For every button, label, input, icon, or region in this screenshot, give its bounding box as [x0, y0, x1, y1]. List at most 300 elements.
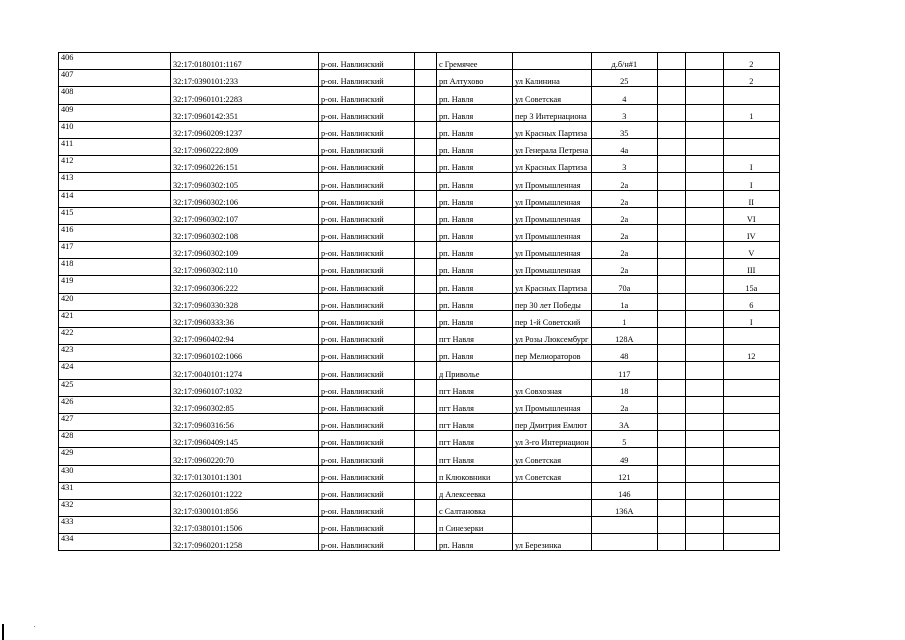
row-number-cell: 432 [59, 499, 171, 516]
street-cell: ул Промышленная [513, 396, 592, 413]
cadastral-number-cell: 32:17:0960330:328 [171, 293, 319, 310]
empty-cell [415, 431, 437, 448]
locality-cell: рп. Навля [437, 345, 513, 362]
empty-cell [415, 517, 437, 534]
street-cell: ул Промышленная [513, 207, 592, 224]
empty-cell [657, 87, 685, 104]
empty-cell [657, 396, 685, 413]
empty-cell [415, 482, 437, 499]
district-cell: р-он. Навлинский [319, 53, 415, 70]
table-row [59, 242, 780, 259]
empty-cell [657, 362, 685, 379]
cadastral-number-cell: 32:17:0960306:222 [171, 276, 319, 293]
locality-cell: п Синезерки [437, 517, 513, 534]
empty-cell [685, 156, 723, 173]
empty-cell [415, 413, 437, 430]
empty-cell [657, 431, 685, 448]
empty-cell [657, 328, 685, 345]
empty-cell [685, 482, 723, 499]
district-cell: р-он. Навлинский [319, 104, 415, 121]
cadastral-number-cell: 32:17:0960316:56 [171, 413, 319, 430]
district-cell: р-он. Навлинский [319, 345, 415, 362]
house-number-cell: 136А [591, 499, 657, 516]
street-cell: пер Мелиораторов [513, 345, 592, 362]
street-cell [513, 499, 592, 516]
house-number-cell: 70а [591, 276, 657, 293]
cadastral-number-cell: 32:17:0260101:1222 [171, 482, 319, 499]
cadastral-number-cell: 32:17:0960302:105 [171, 173, 319, 190]
empty-cell [657, 310, 685, 327]
cadastral-number-cell: 32:17:0390101:233 [171, 70, 319, 87]
empty-cell [657, 121, 685, 138]
table-row [59, 224, 780, 241]
empty-cell [657, 53, 685, 70]
district-cell: р-он. Навлинский [319, 431, 415, 448]
street-cell: пер 1-й Советский [513, 310, 592, 327]
district-cell: р-он. Навлинский [319, 190, 415, 207]
street-cell: ул 3-го Интернацион [513, 431, 592, 448]
district-cell: р-он. Навлинский [319, 121, 415, 138]
empty-cell [415, 534, 437, 551]
house-number-cell: 1 [591, 310, 657, 327]
row-number-cell: 407 [59, 70, 171, 87]
empty-cell [415, 276, 437, 293]
house-number-cell: 25 [591, 70, 657, 87]
street-cell: ул Красных Партиза [513, 276, 592, 293]
house-number-cell: 4 [591, 87, 657, 104]
empty-cell [685, 173, 723, 190]
district-cell: р-он. Навлинский [319, 379, 415, 396]
table-row [59, 138, 780, 155]
cadastral-number-cell: 32:17:0960302:108 [171, 224, 319, 241]
cadastral-number-cell: 32:17:0180101:1167 [171, 53, 319, 70]
empty-cell [415, 190, 437, 207]
empty-cell [685, 499, 723, 516]
district-cell: р-он. Навлинский [319, 173, 415, 190]
locality-cell: д Приволье [437, 362, 513, 379]
row-number-cell: 412 [59, 156, 171, 173]
building-cell [723, 138, 779, 155]
street-cell: ул Промышленная [513, 242, 592, 259]
empty-cell [685, 431, 723, 448]
row-number-cell: 433 [59, 517, 171, 534]
empty-cell [685, 328, 723, 345]
row-number-cell: 429 [59, 448, 171, 465]
district-cell: р-он. Навлинский [319, 207, 415, 224]
row-number-cell: 417 [59, 242, 171, 259]
table-row [59, 482, 780, 499]
district-cell: р-он. Навлинский [319, 310, 415, 327]
building-cell [723, 534, 779, 551]
building-cell [723, 482, 779, 499]
cadastral-number-cell: 32:17:0960201:1258 [171, 534, 319, 551]
empty-cell [685, 465, 723, 482]
locality-cell: рп. Навля [437, 104, 513, 121]
table-row [59, 156, 780, 173]
locality-cell: пгт Навля [437, 448, 513, 465]
building-cell: VI [723, 207, 779, 224]
district-cell: р-он. Навлинский [319, 224, 415, 241]
table-row [59, 362, 780, 379]
house-number-cell [591, 517, 657, 534]
locality-cell: рп. Навля [437, 242, 513, 259]
empty-cell [415, 293, 437, 310]
empty-cell [657, 70, 685, 87]
cadastral-number-cell: 32:17:0960302:107 [171, 207, 319, 224]
row-number-cell: 422 [59, 328, 171, 345]
street-cell: ул Красных Партиза [513, 121, 592, 138]
locality-cell: рп. Навля [437, 156, 513, 173]
street-cell: ул Генерала Петрена [513, 138, 592, 155]
locality-cell: рп. Навля [437, 121, 513, 138]
building-cell [723, 517, 779, 534]
empty-cell [657, 293, 685, 310]
row-number-cell: 413 [59, 173, 171, 190]
locality-cell: п Клюковники [437, 465, 513, 482]
locality-cell: с Гремячее [437, 53, 513, 70]
table-row [59, 207, 780, 224]
street-cell [513, 53, 592, 70]
house-number-cell: 117 [591, 362, 657, 379]
district-cell: р-он. Навлинский [319, 448, 415, 465]
building-cell: V [723, 242, 779, 259]
street-cell: ул Промышленная [513, 190, 592, 207]
empty-cell [685, 259, 723, 276]
table-row [59, 87, 780, 104]
district-cell: р-он. Навлинский [319, 465, 415, 482]
locality-cell: д Алексеевка [437, 482, 513, 499]
row-number-cell: 409 [59, 104, 171, 121]
empty-cell [657, 104, 685, 121]
table-row [59, 465, 780, 482]
cadastral-number-cell: 32:17:0960222:809 [171, 138, 319, 155]
house-number-cell: д.б/н#1 [591, 53, 657, 70]
empty-cell [415, 328, 437, 345]
building-cell [723, 413, 779, 430]
cadastral-number-cell: 32:17:0960302:106 [171, 190, 319, 207]
table-body [59, 53, 780, 551]
locality-cell: рп. Навля [437, 138, 513, 155]
empty-cell [685, 53, 723, 70]
empty-cell [415, 242, 437, 259]
empty-cell [415, 396, 437, 413]
house-number-cell: 2а [591, 259, 657, 276]
row-number-cell: 408 [59, 87, 171, 104]
empty-cell [685, 70, 723, 87]
building-cell [723, 465, 779, 482]
row-number-cell: 414 [59, 190, 171, 207]
table-row [59, 259, 780, 276]
street-cell: пер 3 Интернациона [513, 104, 592, 121]
house-number-cell: 2а [591, 207, 657, 224]
empty-cell [415, 362, 437, 379]
cadastral-number-cell: 32:17:0300101:856 [171, 499, 319, 516]
house-number-cell: 3А [591, 413, 657, 430]
district-cell: р-он. Навлинский [319, 328, 415, 345]
empty-cell [415, 138, 437, 155]
district-cell: р-он. Навлинский [319, 362, 415, 379]
empty-cell [415, 53, 437, 70]
empty-cell [415, 499, 437, 516]
empty-cell [657, 190, 685, 207]
locality-cell: рп. Навля [437, 534, 513, 551]
locality-cell: рп. Навля [437, 259, 513, 276]
table-row [59, 499, 780, 516]
empty-cell [415, 70, 437, 87]
house-number-cell: 2а [591, 224, 657, 241]
district-cell: р-он. Навлинский [319, 87, 415, 104]
house-number-cell: 121 [591, 465, 657, 482]
building-cell: III [723, 259, 779, 276]
street-cell: ул Совхозная [513, 379, 592, 396]
table-row [59, 104, 780, 121]
house-number-cell: 4а [591, 138, 657, 155]
cadastral-number-cell: 32:17:0960302:110 [171, 259, 319, 276]
street-cell: ул Калинина [513, 70, 592, 87]
empty-cell [415, 259, 437, 276]
row-number-cell: 427 [59, 413, 171, 430]
empty-cell [657, 379, 685, 396]
street-cell: ул Промышленная [513, 173, 592, 190]
cadastral-number-cell: 32:17:0130101:1301 [171, 465, 319, 482]
cadastral-number-cell: 32:17:0960102:1066 [171, 345, 319, 362]
district-cell: р-он. Навлинский [319, 156, 415, 173]
street-cell: пер Дмитрия Емлют [513, 413, 592, 430]
building-cell [723, 396, 779, 413]
cadastral-number-cell: 32:17:0960220:70 [171, 448, 319, 465]
street-cell: ул Розы Люксембург [513, 328, 592, 345]
street-cell: ул Советская [513, 448, 592, 465]
empty-cell [657, 499, 685, 516]
row-number-cell: 410 [59, 121, 171, 138]
scan-speck [34, 626, 35, 627]
house-number-cell: 18 [591, 379, 657, 396]
building-cell [723, 379, 779, 396]
table-row [59, 310, 780, 327]
locality-cell: рп. Навля [437, 310, 513, 327]
district-cell: р-он. Навлинский [319, 259, 415, 276]
table-row [59, 379, 780, 396]
row-number-cell: 425 [59, 379, 171, 396]
empty-cell [657, 259, 685, 276]
empty-cell [685, 362, 723, 379]
locality-cell: с Салтановка [437, 499, 513, 516]
empty-cell [685, 345, 723, 362]
building-cell: I [723, 156, 779, 173]
house-number-cell: 3 [591, 156, 657, 173]
empty-cell [415, 224, 437, 241]
district-cell: р-он. Навлинский [319, 413, 415, 430]
row-number-cell: 426 [59, 396, 171, 413]
empty-cell [685, 379, 723, 396]
empty-cell [657, 465, 685, 482]
cadastral-number-cell: 32:17:0960107:1032 [171, 379, 319, 396]
district-cell: р-он. Навлинский [319, 293, 415, 310]
empty-cell [685, 276, 723, 293]
row-number-cell: 424 [59, 362, 171, 379]
table-row [59, 413, 780, 430]
empty-cell [685, 517, 723, 534]
empty-cell [685, 104, 723, 121]
empty-cell [415, 448, 437, 465]
locality-cell: пгт Навля [437, 379, 513, 396]
address-register-table [58, 52, 780, 551]
district-cell: р-он. Навлинский [319, 482, 415, 499]
locality-cell: рп. Навля [437, 173, 513, 190]
table-row [59, 293, 780, 310]
empty-cell [685, 224, 723, 241]
row-number-cell: 420 [59, 293, 171, 310]
cadastral-number-cell: 32:17:0960302:85 [171, 396, 319, 413]
building-cell [723, 121, 779, 138]
empty-cell [415, 121, 437, 138]
empty-cell [415, 345, 437, 362]
empty-cell [657, 413, 685, 430]
house-number-cell: 2а [591, 242, 657, 259]
empty-cell [415, 173, 437, 190]
table-row [59, 53, 780, 70]
empty-cell [685, 121, 723, 138]
empty-cell [685, 87, 723, 104]
empty-cell [657, 173, 685, 190]
row-number-cell: 430 [59, 465, 171, 482]
locality-cell: пгт Навля [437, 328, 513, 345]
district-cell: р-он. Навлинский [319, 499, 415, 516]
district-cell: р-он. Навлинский [319, 70, 415, 87]
house-number-cell [591, 534, 657, 551]
row-number-cell: 406 [59, 53, 171, 70]
empty-cell [415, 207, 437, 224]
cadastral-number-cell: 32:17:0960409:145 [171, 431, 319, 448]
row-number-cell: 421 [59, 310, 171, 327]
house-number-cell: 2а [591, 173, 657, 190]
street-cell: ул Промышленная [513, 259, 592, 276]
district-cell: р-он. Навлинский [319, 534, 415, 551]
empty-cell [685, 293, 723, 310]
cadastral-number-cell: 32:17:0960142:351 [171, 104, 319, 121]
house-number-cell: 49 [591, 448, 657, 465]
table-row [59, 276, 780, 293]
cadastral-number-cell: 32:17:0960333:36 [171, 310, 319, 327]
row-number-cell: 416 [59, 224, 171, 241]
street-cell: ул Красных Партиза [513, 156, 592, 173]
building-cell [723, 328, 779, 345]
building-cell: I [723, 310, 779, 327]
row-number-cell: 434 [59, 534, 171, 551]
locality-cell: пгт Навля [437, 431, 513, 448]
locality-cell: рп. Навля [437, 190, 513, 207]
cadastral-number-cell: 32:17:0960209:1237 [171, 121, 319, 138]
district-cell: р-он. Навлинский [319, 396, 415, 413]
row-number-cell: 415 [59, 207, 171, 224]
cadastral-number-cell: 32:17:0960226:151 [171, 156, 319, 173]
table-row [59, 173, 780, 190]
building-cell [723, 499, 779, 516]
table-row [59, 431, 780, 448]
table-row [59, 328, 780, 345]
row-number-cell: 411 [59, 138, 171, 155]
locality-cell: рп. Навля [437, 276, 513, 293]
house-number-cell: 3 [591, 104, 657, 121]
row-number-cell: 428 [59, 431, 171, 448]
district-cell: р-он. Навлинский [319, 138, 415, 155]
empty-cell [685, 448, 723, 465]
locality-cell: рп Алтухово [437, 70, 513, 87]
empty-cell [657, 156, 685, 173]
building-cell: IV [723, 224, 779, 241]
table-row [59, 517, 780, 534]
cadastral-number-cell: 32:17:0380101:1506 [171, 517, 319, 534]
street-cell [513, 517, 592, 534]
building-cell [723, 87, 779, 104]
building-cell: II [723, 190, 779, 207]
empty-cell [657, 138, 685, 155]
empty-cell [685, 138, 723, 155]
empty-cell [415, 379, 437, 396]
empty-cell [685, 413, 723, 430]
row-number-cell: 423 [59, 345, 171, 362]
locality-cell: рп. Навля [437, 224, 513, 241]
document-sheet [58, 52, 780, 551]
table-row [59, 121, 780, 138]
empty-cell [657, 448, 685, 465]
empty-cell [415, 104, 437, 121]
building-cell: 1 [723, 104, 779, 121]
building-cell: I [723, 173, 779, 190]
street-cell: пер 30 лет Победы [513, 293, 592, 310]
empty-cell [415, 465, 437, 482]
empty-cell [657, 345, 685, 362]
district-cell: р-он. Навлинский [319, 276, 415, 293]
house-number-cell: 2а [591, 396, 657, 413]
table-row [59, 345, 780, 362]
district-cell: р-он. Навлинский [319, 517, 415, 534]
empty-cell [415, 87, 437, 104]
locality-cell: пгт Навля [437, 413, 513, 430]
empty-cell [415, 156, 437, 173]
building-cell: 12 [723, 345, 779, 362]
empty-cell [685, 190, 723, 207]
street-cell: ул Березинка [513, 534, 592, 551]
house-number-cell: 2а [591, 190, 657, 207]
empty-cell [685, 207, 723, 224]
locality-cell: рп. Навля [437, 87, 513, 104]
locality-cell: рп. Навля [437, 293, 513, 310]
empty-cell [657, 276, 685, 293]
street-cell [513, 482, 592, 499]
empty-cell [685, 242, 723, 259]
building-cell: 2 [723, 70, 779, 87]
empty-cell [657, 482, 685, 499]
empty-cell [685, 396, 723, 413]
building-cell [723, 448, 779, 465]
building-cell: 2 [723, 53, 779, 70]
street-cell: ул Промышленная [513, 224, 592, 241]
scan-edge-mark [2, 624, 4, 640]
empty-cell [685, 534, 723, 551]
district-cell: р-он. Навлинский [319, 242, 415, 259]
empty-cell [657, 207, 685, 224]
empty-cell [657, 224, 685, 241]
street-cell: ул Советская [513, 465, 592, 482]
row-number-cell: 418 [59, 259, 171, 276]
house-number-cell: 48 [591, 345, 657, 362]
row-number-cell: 419 [59, 276, 171, 293]
cadastral-number-cell: 32:17:0040101:1274 [171, 362, 319, 379]
table-row [59, 448, 780, 465]
building-cell [723, 362, 779, 379]
empty-cell [685, 310, 723, 327]
